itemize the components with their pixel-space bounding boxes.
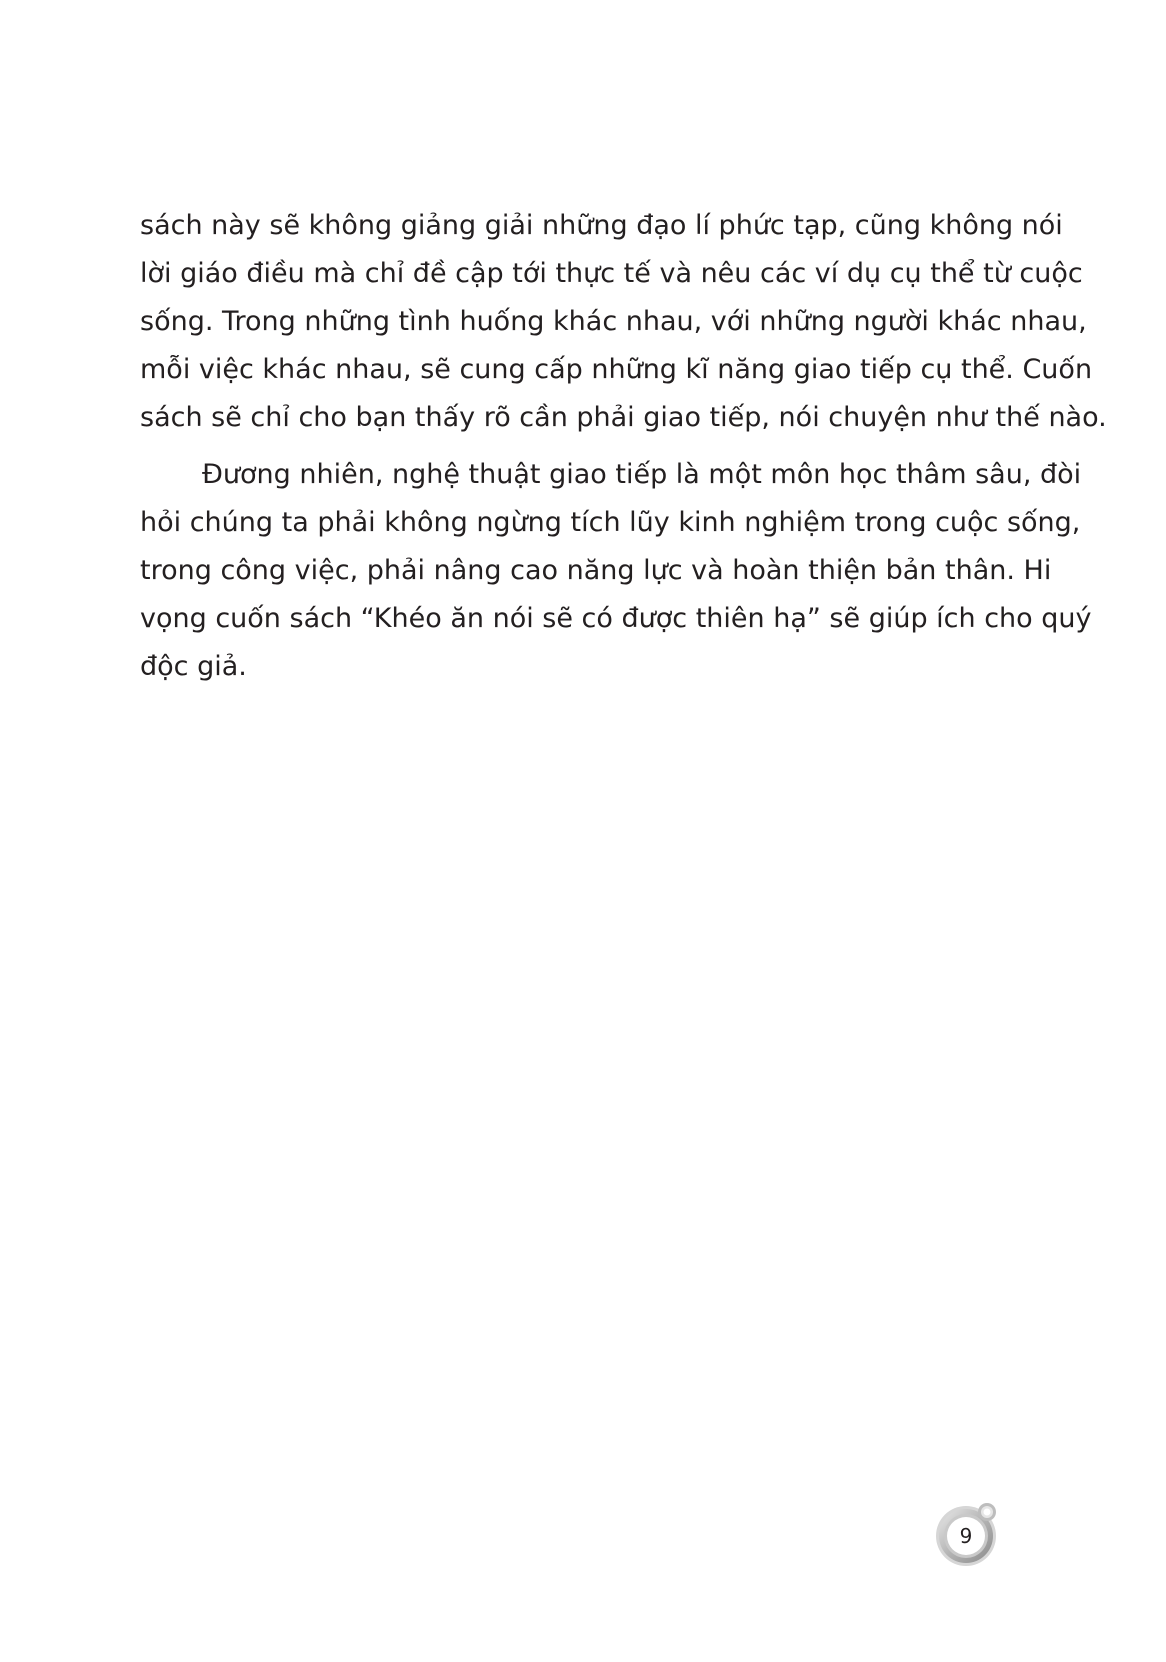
text-line: hỏi chúng ta phải không ngừng tích lũy kinh nghiệm trong cuộc sống, (140, 507, 1081, 538)
text-line: mỗi việc khác nhau, sẽ cung cấp những kĩ năng giao tiếp cụ thể. Cuốn (140, 354, 1093, 385)
paragraph-2 (140, 451, 1092, 691)
text-line: sách sẽ chỉ cho bạn thấy rõ cần phải giao tiếp, nói chuyện như thế nào. (140, 402, 1107, 433)
paragraph-gap (140, 442, 1020, 451)
text-line: độc giả. (140, 651, 247, 682)
page-number: 9 (959, 1524, 973, 1548)
text-line: vọng cuốn sách “Khéo ăn nói sẽ có được thiên hạ” sẽ giúp ích cho quý (140, 603, 1092, 634)
text-line: trong công việc, phải nâng cao năng lực và hoàn thiện bản thân. Hi (140, 555, 1052, 586)
paragraph-1 (140, 202, 1107, 442)
page-number-badge (932, 1498, 1004, 1570)
body-text (140, 202, 1107, 691)
text-line: lời giáo điều mà chỉ đề cập tới thực tế và nêu các ví dụ cụ thể từ cuộc (140, 258, 1083, 289)
text-line: sống. Trong những tình huống khác nhau, với những người khác nhau, (140, 306, 1087, 337)
text-line: sách này sẽ không giảng giải những đạo lí phức tạp, cũng không nói (140, 210, 1063, 241)
text-line: Đương nhiên, nghệ thuật giao tiếp là một môn học thâm sâu, đòi (202, 459, 1082, 490)
